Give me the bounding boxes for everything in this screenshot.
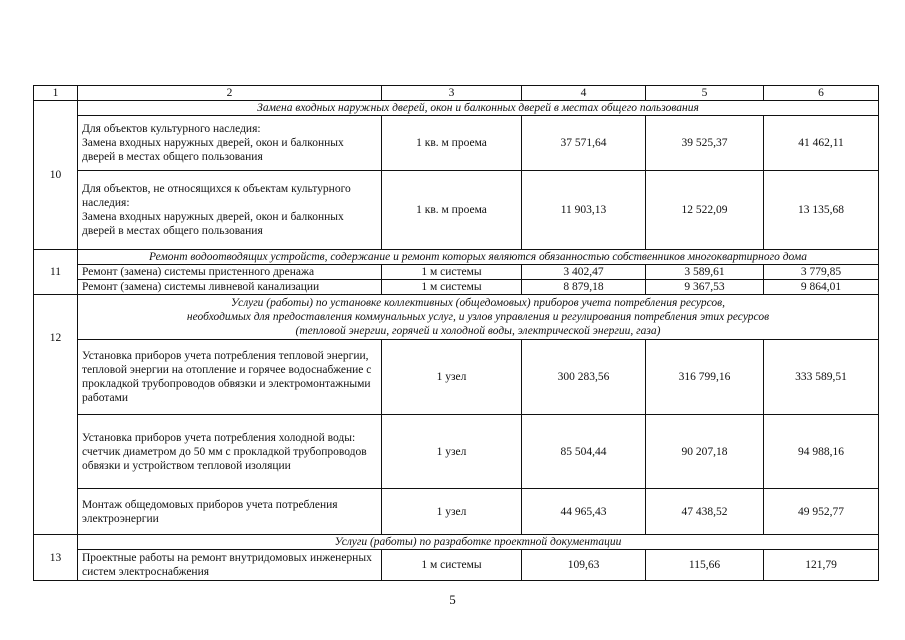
price-cell: 3 779,85 <box>764 265 879 280</box>
work-description: Ремонт (замена) системы ливневой канализации <box>78 280 382 295</box>
price-table <box>33 85 879 581</box>
price-cell: 115,66 <box>646 550 764 581</box>
price-cell: 37 571,64 <box>522 116 646 171</box>
section-title-row <box>34 250 879 265</box>
price-cell: 300 283,56 <box>522 340 646 415</box>
price-cell: 85 504,44 <box>522 415 646 489</box>
work-description: Для объектов, не относящихся к объектам культурного наследия: Замена входных наружных дверей, окон и балконных дверей в местах общего пользования <box>78 171 382 250</box>
column-header: 5 <box>646 86 764 101</box>
unit-cell: 1 узел <box>382 415 522 489</box>
price-cell: 3 402,47 <box>522 265 646 280</box>
unit-cell: 1 м системы <box>382 550 522 581</box>
price-cell: 13 135,68 <box>764 171 879 250</box>
price-cell: 9 367,53 <box>646 280 764 295</box>
table-row <box>34 340 879 415</box>
price-cell: 12 522,09 <box>646 171 764 250</box>
section-title: Замена входных наружных дверей, окон и балконных дверей в местах общего пользования <box>78 101 879 116</box>
price-cell: 333 589,51 <box>764 340 879 415</box>
work-description: Для объектов культурного наследия: Замена входных наружных дверей, окон и балконных дверей в местах общего пользования <box>78 116 382 171</box>
section-index: 10 <box>34 101 78 250</box>
section-index: 12 <box>34 295 78 535</box>
price-cell: 47 438,52 <box>646 489 764 535</box>
column-header: 3 <box>382 86 522 101</box>
table-row <box>34 280 879 295</box>
unit-cell: 1 м системы <box>382 280 522 295</box>
section-title: Услуги (работы) по установке коллективных (общедомовых) приборов учета потребления ресурсов, необходимых для предоставления коммунальных услуг, и узлов управления и регулирования потребления этих ресурсов (тепловой энергии, горячей и холодной воды, электрической энергии, газа) <box>78 295 879 340</box>
column-header: 2 <box>78 86 382 101</box>
table-row <box>34 415 879 489</box>
price-cell: 109,63 <box>522 550 646 581</box>
price-cell: 121,79 <box>764 550 879 581</box>
column-header: 1 <box>34 86 78 101</box>
table-row <box>34 171 879 250</box>
price-cell: 39 525,37 <box>646 116 764 171</box>
unit-cell: 1 узел <box>382 340 522 415</box>
price-cell: 3 589,61 <box>646 265 764 280</box>
section-title-row <box>34 295 879 340</box>
section-index: 13 <box>34 535 78 581</box>
column-header: 6 <box>764 86 879 101</box>
price-cell: 11 903,13 <box>522 171 646 250</box>
work-description: Ремонт (замена) системы пристенного дренажа <box>78 265 382 280</box>
unit-cell: 1 кв. м проема <box>382 171 522 250</box>
section-index: 11 <box>34 250 78 295</box>
price-cell: 90 207,18 <box>646 415 764 489</box>
price-cell: 49 952,77 <box>764 489 879 535</box>
section-title: Ремонт водоотводящих устройств, содержание и ремонт которых являются обязанностью собственников многоквартирного дома <box>78 250 879 265</box>
unit-cell: 1 кв. м проема <box>382 116 522 171</box>
table-row <box>34 489 879 535</box>
price-cell: 94 988,16 <box>764 415 879 489</box>
section-title: Услуги (работы) по разработке проектной документации <box>78 535 879 550</box>
table-row <box>34 265 879 280</box>
work-description: Установка приборов учета потребления холодной воды: счетчик диаметром до 50 мм с прокладкой трубопроводов обвязки и устройством тепловой изоляции <box>78 415 382 489</box>
work-description: Монтаж общедомовых приборов учета потребления электроэнергии <box>78 489 382 535</box>
price-cell: 9 864,01 <box>764 280 879 295</box>
price-cell: 41 462,11 <box>764 116 879 171</box>
price-cell: 316 799,16 <box>646 340 764 415</box>
work-description: Установка приборов учета потребления тепловой энергии, тепловой энергии на отопление и горячее водоснабжение с прокладкой трубопроводов обвязки и электромонтажными работами <box>78 340 382 415</box>
work-description: Проектные работы на ремонт внутридомовых инженерных систем электроснабжения <box>78 550 382 581</box>
page-number: 5 <box>449 592 456 607</box>
price-cell: 8 879,18 <box>522 280 646 295</box>
price-cell: 44 965,43 <box>522 489 646 535</box>
table-row <box>34 550 879 581</box>
unit-cell: 1 узел <box>382 489 522 535</box>
table-row <box>34 116 879 171</box>
unit-cell: 1 м системы <box>382 265 522 280</box>
section-title-row <box>34 535 879 550</box>
column-header: 4 <box>522 86 646 101</box>
column-number-row <box>34 86 879 101</box>
section-title-row <box>34 101 879 116</box>
